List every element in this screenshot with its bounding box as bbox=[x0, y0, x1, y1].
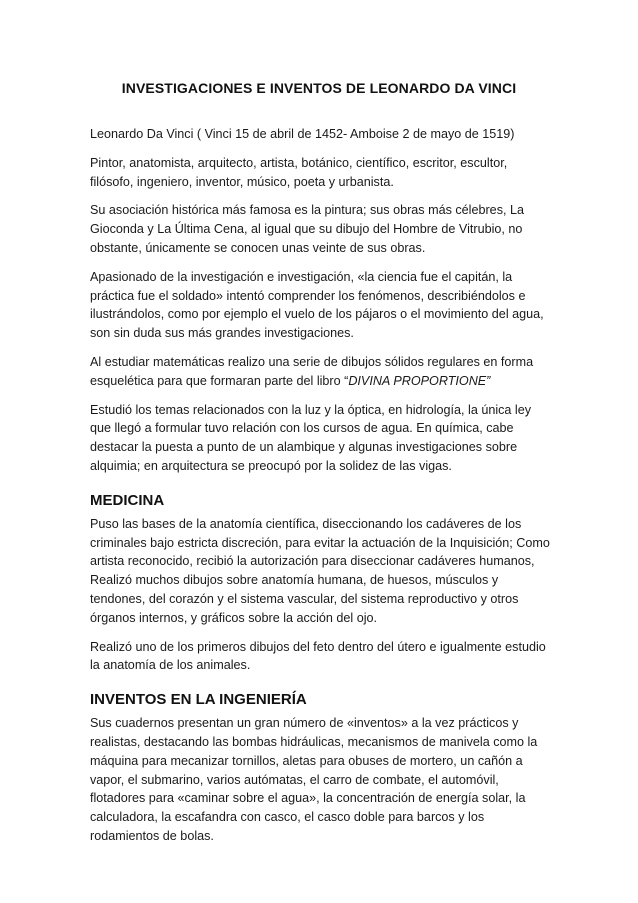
research-paragraph: Apasionado de la investigación e investigación, «la ciencia fue el capitán, la práctica fue el soldado» intentó comprender los fenómenos, describiéndolos e ilustrándolos, como por ejemplo el vuelo de los pájaros o el movimiento del agua, son sin duda sus más grandes investigaciones. bbox=[90, 269, 544, 341]
inventos-heading: INVENTOS EN LA INGENIERÍA bbox=[90, 691, 307, 709]
inventions-paragraph: Sus cuadernos presentan un gran número de «inventos» a la vez prácticos y realistas, destacando las bombas hidráulicas, mecanismos de manivela como la máquina para mecanizar tornillos, aletas para obuses de mortero, un cañón a vapor, el submarino, varios autómatas, el carro de combate, el automóvil, flotadores para «caminar sobre el agua», la concentración de energía solar, la calculadora, la escafandra con casco, el casco doble para barcos y los rodamientos de bolas. bbox=[90, 716, 538, 843]
painting-paragraph: Su asociación histórica más famosa es la pintura; sus obras más célebres, La Gioconda y La Última Cena, al igual que su dibujo del Hombre de Vitrubio, no obstante, únicamente se conocen unas veinte de sus obras. bbox=[90, 203, 524, 255]
fetus-paragraph: Realizó uno de los primeros dibujos del feto dentro del útero e igualmente estudio la anatomía de los animales. bbox=[90, 639, 546, 673]
professions-paragraph: Pintor, anatomista, arquitecto, artista, botánico, científico, escritor, escultor, filósofo, ingeniero, inventor, músico, poeta y urbanista. bbox=[90, 155, 508, 189]
mathematics-paragraph bbox=[90, 353, 550, 391]
document-title: INVESTIGACIONES E INVENTOS DE LEONARDO DA VINCI bbox=[121, 80, 517, 96]
mathematics-text: Al estudiar matemáticas realizo una serie de dibujos sólidos regulares en forma esquelética para que formaran parte del libro “ bbox=[90, 354, 534, 388]
intro-paragraph: Leonardo Da Vinci ( Vinci 15 de abril de 1452- Amboise 2 de mayo de 1519) bbox=[90, 127, 515, 141]
medicina-heading: MEDICINA bbox=[90, 491, 165, 509]
optics-paragraph: Estudió los temas relacionados con la luz y la óptica, en hidrología, la única ley que llegó a formular tuvo relación con los cursos de agua. En química, cabe destacar la puesta a punto de un alambique y algunas investigaciones sobre alquimia; en arquitectura se preocupó por la solidez de las vigas. bbox=[90, 402, 532, 473]
anatomy-paragraph: Puso las bases de la anatomía científica, diseccionando los cadáveres de los criminales bajo estricta discreción, para evitar la actuación de la Inquisición; Como artista reconocido, recibió la autorización para diseccionar cadáveres humanos, Realizó muchos dibujos sobre anatomía humana, de huesos, músculos y tendones, del corazón y el sistema vascular, del sistema reproductivo y otros órganos internos, y gráficos sobre la acción del ojo. bbox=[90, 516, 550, 625]
book-title: DIVINA PROPORTIONE” bbox=[348, 373, 491, 388]
document-body bbox=[90, 125, 550, 856]
